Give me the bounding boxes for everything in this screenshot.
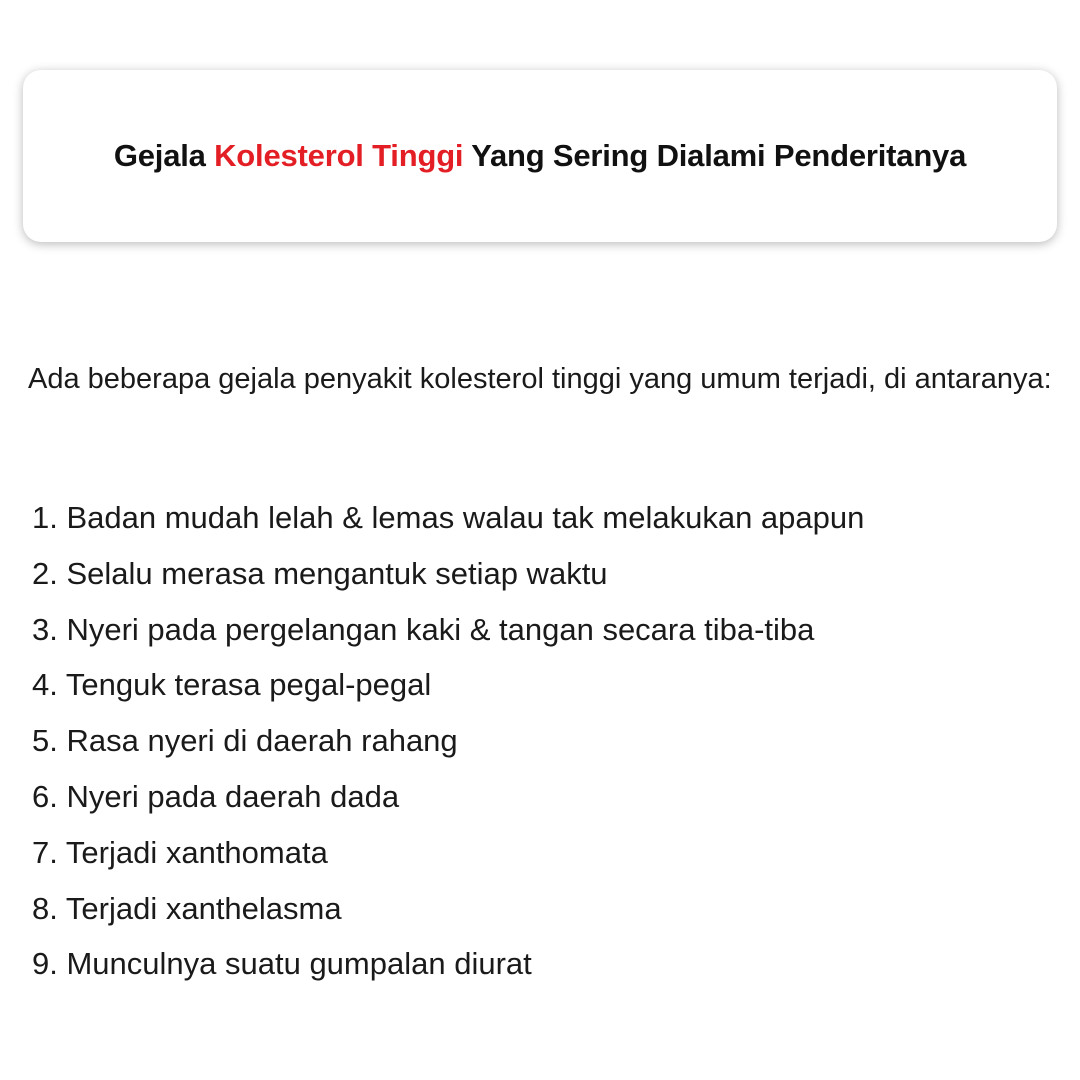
list-item: 5. Rasa nyeri di daerah rahang — [32, 723, 458, 759]
list-item: 7. Terjadi xanthomata — [32, 834, 328, 870]
intro-text: Ada beberapa gejala penyakit kolesterol tinggi yang umum terjadi, di antaranya: — [28, 363, 1052, 395]
title-highlight: Kolesterol Tinggi — [214, 138, 464, 173]
list-item: 3. Nyeri pada pergelangan kaki & tangan secara tiba-tiba — [32, 611, 815, 647]
title-prefix: Gejala — [113, 138, 215, 173]
list-item: 4. Tenguk terasa pegal-pegal — [32, 667, 432, 703]
page-title — [114, 138, 966, 174]
list-item: 8. Terjadi xanthelasma — [32, 890, 342, 926]
list-item: 1. Badan mudah lelah & lemas walau tak melakukan apapun — [32, 500, 865, 535]
list-item: 2. Selalu merasa mengantuk setiap waktu — [32, 555, 608, 591]
list-item: 6. Nyeri pada daerah dada — [32, 778, 400, 814]
title-card — [23, 70, 1057, 242]
title-suffix: Yang Sering Dialami Penderitanya — [463, 138, 967, 173]
symptom-list — [32, 490, 864, 992]
list-item: 9. Munculnya suatu gumpalan diurat — [32, 946, 532, 982]
